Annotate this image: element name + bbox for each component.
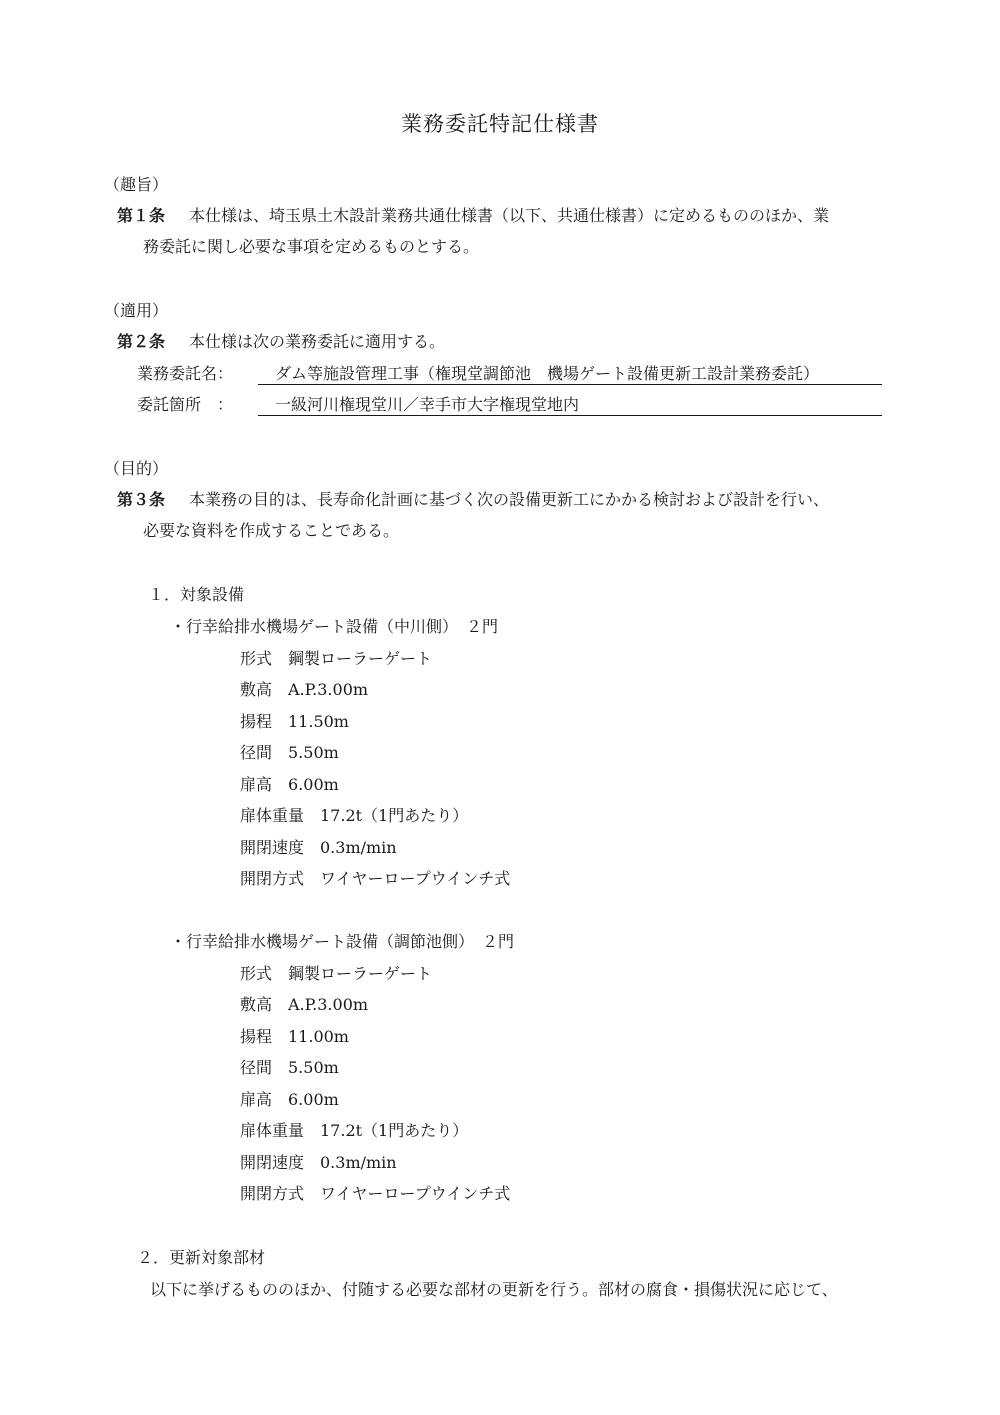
section1-heading: １．対象設備 bbox=[148, 585, 245, 604]
article2-label: 第２条 bbox=[117, 332, 166, 351]
contract-name-value: ダム等施設管理工事（権現堂調節池 機場ゲート設備更新工設計業務委託） bbox=[275, 364, 820, 383]
spec-line: 扉体重量 17.2t（1門あたり） bbox=[240, 806, 469, 825]
section2-line1: 以下に挙げるもののほか、付随する必要な部材の更新を行う。部材の腐食・損傷状況に応じて、 bbox=[150, 1280, 838, 1299]
article1-heading: （趣旨） bbox=[104, 175, 169, 194]
article1-line1: 本仕様は、埼玉県土木設計業務共通仕様書（以下、共通仕様書）に定めるもののほか、業 bbox=[189, 206, 830, 225]
article2-heading: （適用） bbox=[104, 301, 169, 320]
spec-line: 径間 5.50m bbox=[240, 743, 339, 762]
article3-heading: （目的） bbox=[104, 459, 169, 478]
contract-place-underline bbox=[258, 415, 882, 416]
article2-line1: 本仕様は次の業務委託に適用する。 bbox=[189, 332, 446, 351]
spec-line: 敷高 A.P.3.00m bbox=[240, 995, 369, 1014]
article3-line2: 必要な資料を作成することである。 bbox=[143, 521, 400, 540]
spec-line: 形式 鋼製ローラーゲート bbox=[240, 649, 433, 668]
contract-place-value: 一級河川権現堂川／幸手市大字権現堂地内 bbox=[275, 395, 580, 414]
section2-heading: ２．更新対象部材 bbox=[137, 1248, 266, 1267]
spec-line: 開閉方式 ワイヤーロープウインチ式 bbox=[240, 869, 511, 888]
spec-line: 開閉方式 ワイヤーロープウインチ式 bbox=[240, 1184, 511, 1203]
page-title: 業務委託特記仕様書 bbox=[401, 112, 599, 136]
spec-line: 揚程 11.00m bbox=[240, 1027, 349, 1046]
article1-line2: 務委託に関し必要な事項を定めるものとする。 bbox=[143, 237, 480, 256]
equipment-name: ・行幸給排水機場ゲート設備（調節池側） ２門 bbox=[170, 932, 515, 951]
contract-name-label: 業務委託名： bbox=[137, 364, 234, 383]
spec-line: 開閉速度 0.3m/min bbox=[240, 1153, 397, 1172]
contract-place-label: 委託箇所 ： bbox=[137, 395, 234, 414]
equipment-name: ・行幸給排水機場ゲート設備（中川側） ２門 bbox=[170, 617, 499, 636]
spec-line: 揚程 11.50m bbox=[240, 712, 349, 731]
article3-label: 第３条 bbox=[117, 490, 166, 509]
spec-line: 形式 鋼製ローラーゲート bbox=[240, 964, 433, 983]
contract-name-underline bbox=[258, 384, 882, 385]
spec-line: 扉高 6.00m bbox=[240, 1090, 339, 1109]
spec-line: 径間 5.50m bbox=[240, 1058, 339, 1077]
spec-line: 扉体重量 17.2t（1門あたり） bbox=[240, 1121, 469, 1140]
spec-line: 開閉速度 0.3m/min bbox=[240, 838, 397, 857]
spec-line: 扉高 6.00m bbox=[240, 775, 339, 794]
spec-line: 敷高 A.P.3.00m bbox=[240, 680, 369, 699]
article3-line1: 本業務の目的は、長寿命化計画に基づく次の設備更新工にかかる検討および設計を行い、 bbox=[189, 490, 830, 509]
article1-label: 第１条 bbox=[117, 206, 166, 225]
